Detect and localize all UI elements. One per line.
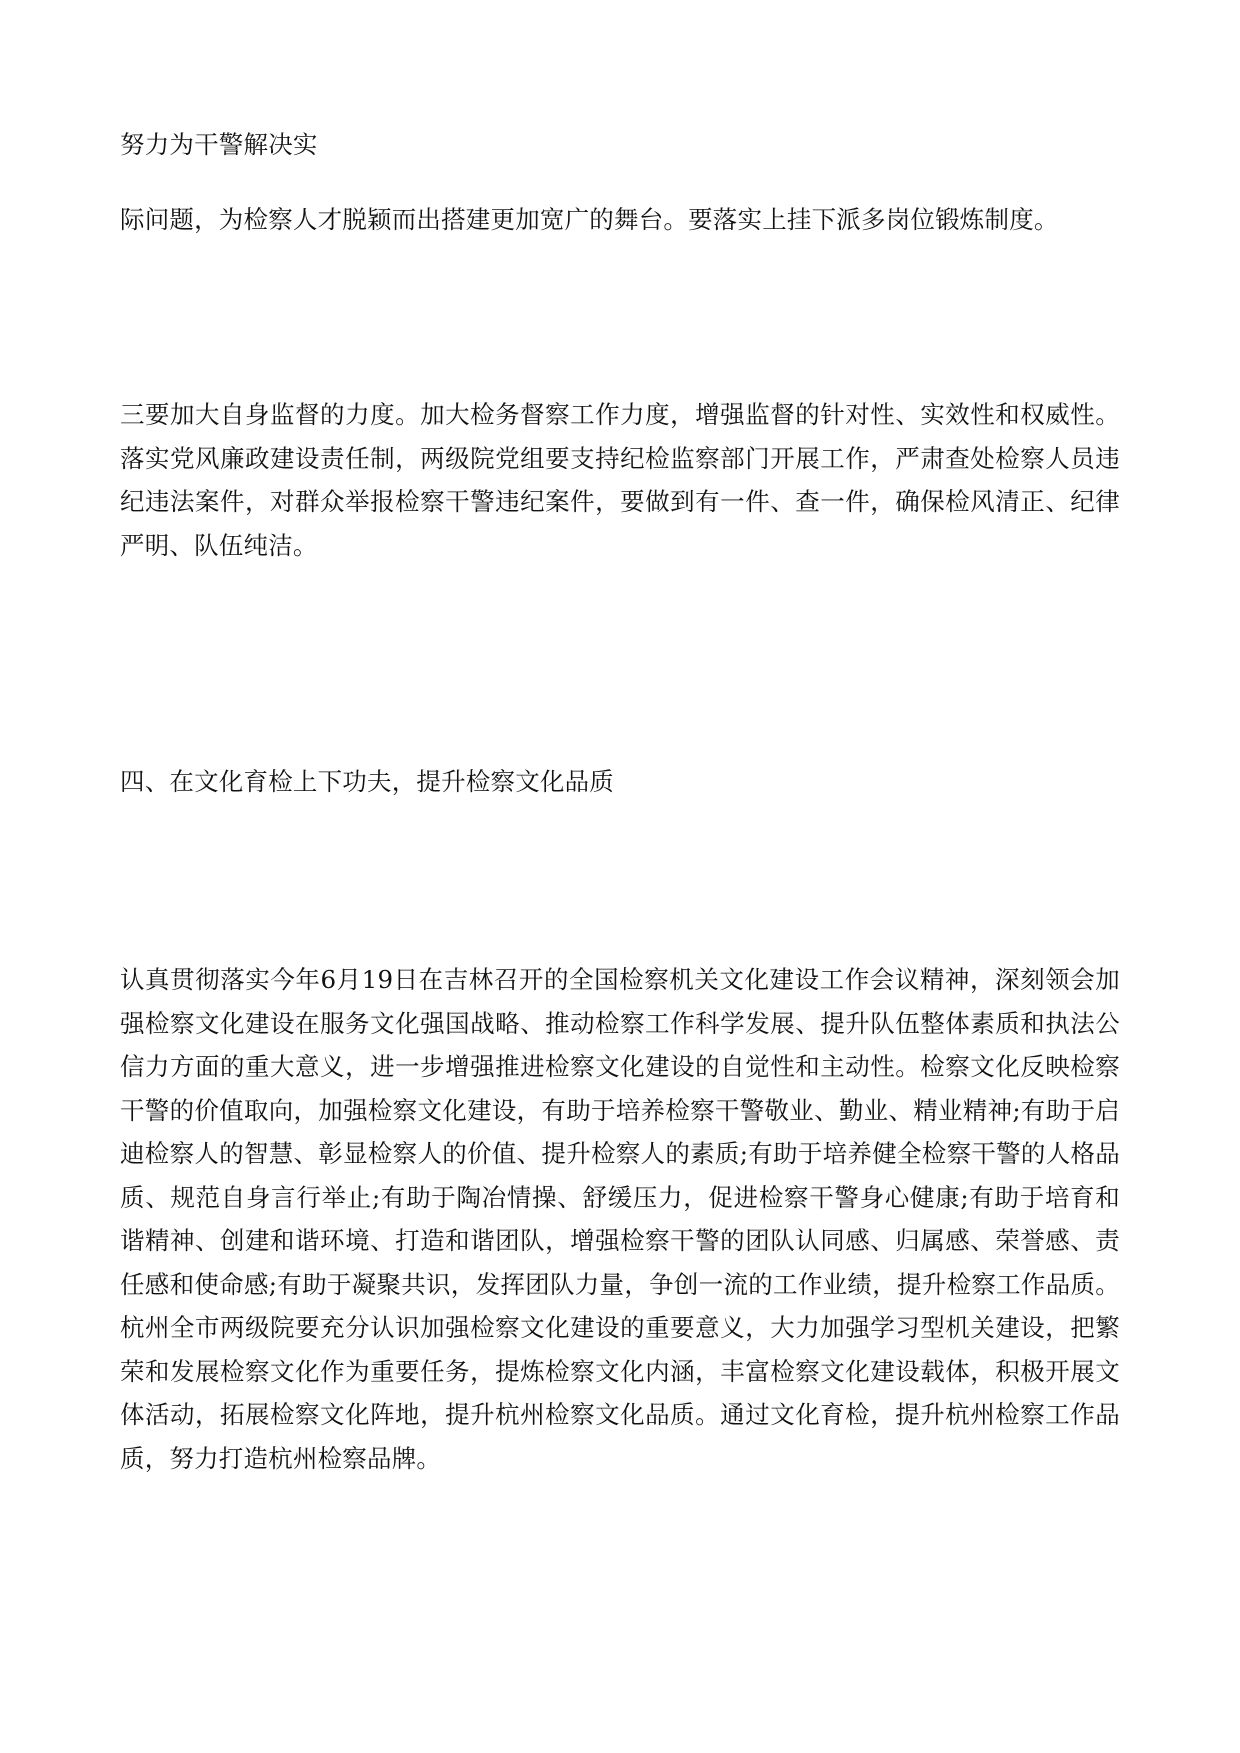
paragraph-self-supervision: 三要加大自身监督的力度。加大检务督察工作力度，增强监督的针对性、实效性和权威性。落实党风廉政建设责任制，两级院党组要支持纪检监察部门开展工作，严肃查处检察人员违纪违法案件，对群众举报检察干警违纪案件，要做到有一件、查一件，确保检风清正、纪律严明、队伍纯洁。	[120, 400, 1120, 560]
section-heading-culture: 四、在文化育检上下功夫，提升检察文化品质	[120, 767, 614, 796]
paragraph-procuratorial-culture: 认真贯彻落实今年6月19日在吉林召开的全国检察机关文化建设工作会议精神，深刻领会加强检察文化建设在服务文化强国战略、推动检察工作科学发展、提升队伍整体素质和执法公信力方面的重大意义，进一步增强推进检察文化建设的自觉性和主动性。检察文化反映检察干警的价值取向，加强检察文化建设，有助于培养检察干警敬业、勤业、精业精神;有助于启迪检察人的智慧、彰显检察人的价值、提升检察人的素质;有助于培养健全检察干警的人格品质、规范自身言行举止;有助于陶冶情操、舒缓压力，促进检察干警身心健康;有助于培育和谐精神、创建和谐环境、打造和谐团队，增强检察干警的团队认同感、归属感、荣誉感、责任感和使命感;有助于凝聚共识，发挥团队力量，争创一流的工作业绩，提升检察工作品质。杭州全市两级院要充分认识加强检察文化建设的重要意义，大力加强学习型机关建设，把繁荣和发展检察文化作为重要任务，提炼检察文化内涵，丰富检察文化建设载体，积极开展文体活动，拓展检察文化阵地，提升杭州检察文化品质。通过文化育检，提升杭州检察工作品质，努力打造杭州检察品牌。	[120, 965, 1120, 1473]
paragraph-talent-platform: 际问题，为检察人才脱颖而出搭建更加宽广的舞台。要落实上挂下派多岗位锻炼制度。	[120, 205, 1059, 234]
paragraph-continuation-fragment: 努力为干警解决实	[120, 130, 318, 159]
